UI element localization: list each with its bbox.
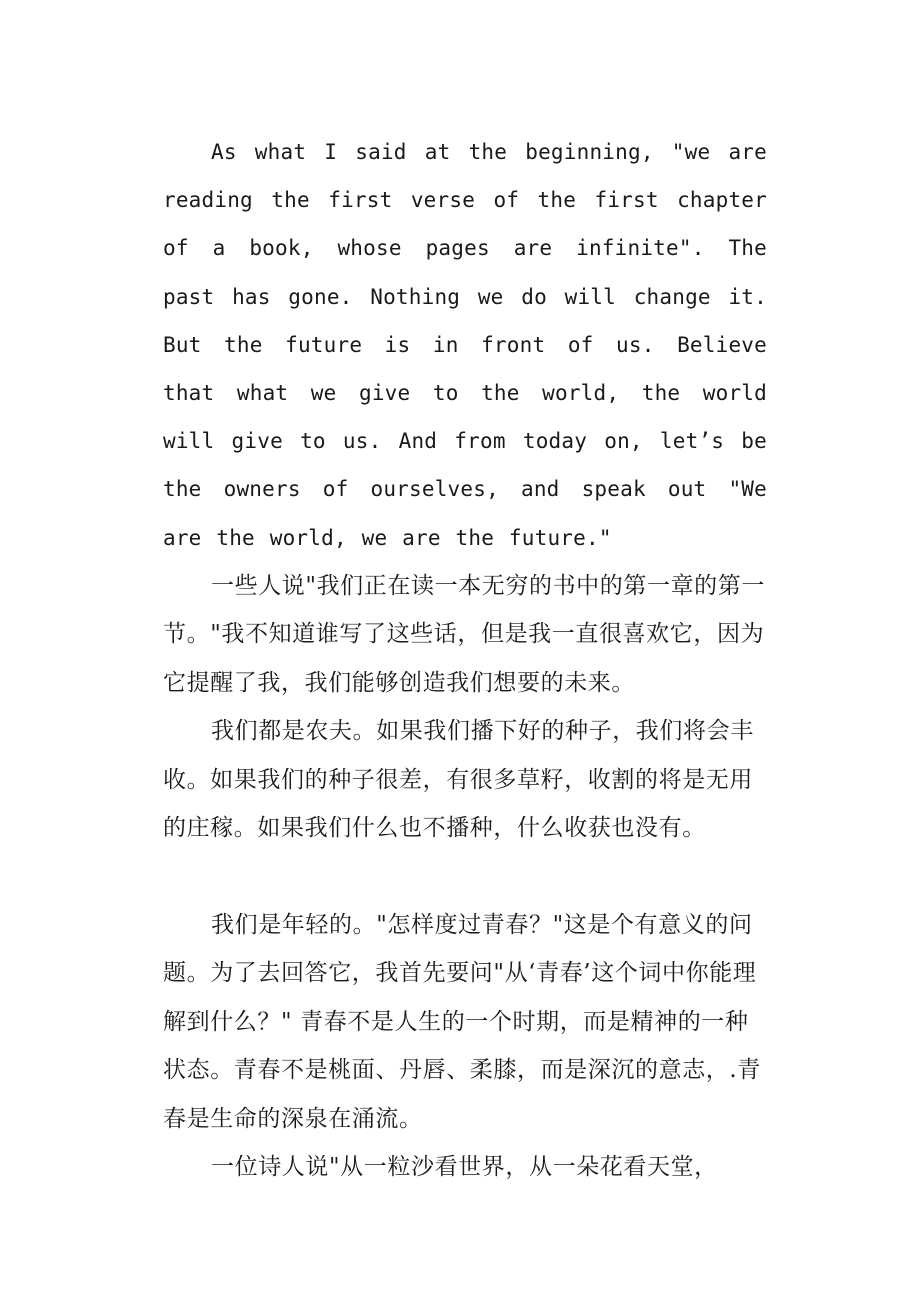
document-body [163,128,767,1192]
paragraph-first-chapter: 一些人说"我们正在读一本无穷的书中的第一章的第一节。"我不知道谁写了这些话，但是我一直很喜欢它，因为它提醒了我，我们能够创造我们想要的未来。 [163,572,765,696]
paragraph-farmers: 我们都是农夫。如果我们播下好的种子，我们将会丰收。如果我们的种子很差，有很多草籽，收割的将是无用的庄稼。如果我们什么也不播种，什么收获也没有。 [163,718,754,842]
paragraph-english-conclusion: As what I said at the beginning, "we are reading the first verse of the first chapter of a book, whose pages are infinite". The past has gone. Nothing we do will change it. But the future is in front of us. Believe that what we give to the world, the world will give to us. And from today on, let’s be the owners of ourselves, and speak out "We are the world, we are the future." [163,140,767,550]
paragraph-youth: 我们是年轻的。"怎样度过青春？"这是个有意义的问题。为了去回答它，我首先要问"从‘青春’这个词中你能理解到什么？" 青春不是人生的一个时期，而是精神的一种状态。青春不是桃面、丹唇、柔膝，而是深沉的意志，.青春是生命的深泉在涌流。 [163,911,761,1132]
paragraph-spacer [163,853,767,901]
paragraph-poet: 一位诗人说"从一粒沙看世界，从一朵花看天堂， [211,1154,718,1181]
